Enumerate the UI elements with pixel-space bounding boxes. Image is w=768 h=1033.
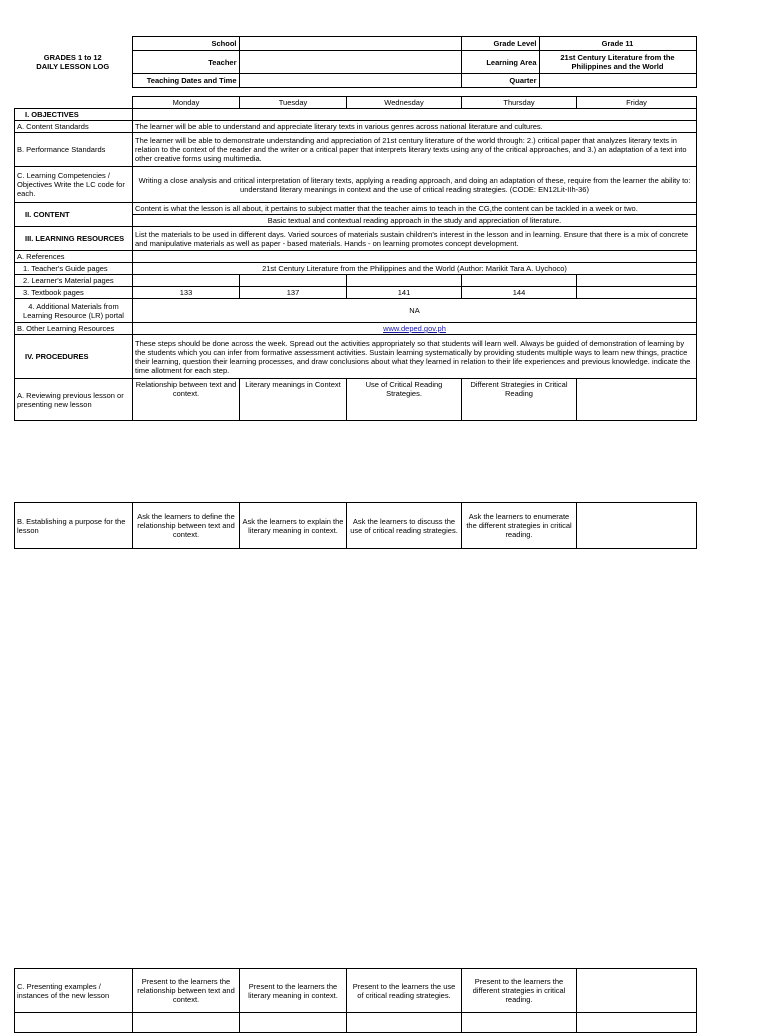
examples-label: C. Presenting examples / instances of the new lesson bbox=[15, 969, 133, 1013]
purpose-table bbox=[14, 502, 697, 549]
content-label: II. CONTENT bbox=[15, 203, 133, 227]
header-table bbox=[14, 36, 697, 88]
review-cell-fri bbox=[577, 379, 697, 421]
competencies-label: C. Learning Competencies / Objectives Write the LC code for each. bbox=[15, 167, 133, 203]
procedures-text: These steps should be done across the week. Spread out the activities appropriately so that students will learn well. Always be guided of demonstration of learning by the students which you can infer from formative assessment activities. Sustain learning systematically by providing students multiple ways to learn new things, practice their learning, question their learning processes, and draw conclusions about what they learned in relation to their life experiences and previous knowledge. indicate the time allotment for each step. bbox=[133, 335, 697, 379]
teacher-label: Teacher bbox=[132, 51, 239, 74]
learning-area-value: 21st Century Literature from the Philippines and the World bbox=[539, 51, 696, 74]
tg-label: 1. Teacher's Guide pages bbox=[15, 263, 133, 275]
review-cell-wed: Use of Critical Reading Strategies. bbox=[347, 379, 462, 421]
dll-title-line2: DAILY LESSON LOG bbox=[36, 62, 110, 71]
days-corner bbox=[15, 97, 133, 109]
performance-standards-text: The learner will be able to demonstrate understanding and appreciation of 21st century literature of the world through: 2.) critical paper that analyzes literary texts in relation to the context of the reader and the writer or a critical paper that interprets literary texts using any of the critical approaches, and 3.) an adaptation of a text into other creative forms using multimedia. bbox=[133, 133, 697, 167]
textbook-page bbox=[577, 287, 697, 299]
next-row-tue bbox=[240, 1013, 347, 1033]
lm-wed bbox=[347, 275, 462, 287]
review-cell-thu: Different Strategies in Critical Reading bbox=[462, 379, 577, 421]
examples-table bbox=[14, 968, 697, 1033]
day-thursday: Thursday bbox=[462, 97, 577, 109]
examples-cell-fri bbox=[577, 969, 697, 1013]
lesson-log-table bbox=[14, 96, 697, 421]
content-standards-text: The learner will be able to understand and appreciate literary texts in various genres across national literature and cultures. bbox=[133, 121, 697, 133]
purpose-label: B. Establishing a purpose for the lesson bbox=[15, 503, 133, 549]
textbook-page: 137 bbox=[240, 287, 347, 299]
purpose-cell-tue: Ask the learners to explain the literary meaning in context. bbox=[240, 503, 347, 549]
school-label: School bbox=[132, 37, 239, 51]
lr-label: 4. Additional Materials from Learning Resource (LR) portal bbox=[15, 299, 133, 323]
textbook-page: 141 bbox=[347, 287, 462, 299]
dates-label: Teaching Dates and Time bbox=[132, 74, 239, 88]
lr-value: NA bbox=[133, 299, 697, 323]
tg-value: 21st Century Literature from the Philippines and the World (Author: Marikit Tara A. Uychoco) bbox=[133, 263, 697, 275]
objectives-blank bbox=[133, 109, 697, 121]
grade-level-value: Grade 11 bbox=[539, 37, 696, 51]
deped-link[interactable]: www.deped.gov.ph bbox=[383, 324, 446, 333]
next-row-mon bbox=[133, 1013, 240, 1033]
next-row-wed bbox=[347, 1013, 462, 1033]
dll-title-line1: GRADES 1 to 12 bbox=[43, 53, 102, 62]
content-standards-label: A. Content Standards bbox=[15, 121, 133, 133]
review-cell-mon: Relationship between text and context. bbox=[133, 379, 240, 421]
day-friday: Friday bbox=[577, 97, 697, 109]
examples-cell-wed: Present to the learners the use of critical reading strategies. bbox=[347, 969, 462, 1013]
other-resources-value bbox=[133, 323, 697, 335]
lm-label: 2. Learner's Material pages bbox=[15, 275, 133, 287]
lm-thu bbox=[462, 275, 577, 287]
performance-standards-label: B. Performance Standards bbox=[15, 133, 133, 167]
learning-area-label: Learning Area bbox=[461, 51, 539, 74]
teacher-value bbox=[239, 51, 461, 74]
lm-mon bbox=[133, 275, 240, 287]
examples-cell-thu: Present to the learners the different strategies in critical reading. bbox=[462, 969, 577, 1013]
examples-cell-tue: Present to the learners the literary meaning in context. bbox=[240, 969, 347, 1013]
purpose-cell-mon: Ask the learners to define the relationship between text and context. bbox=[133, 503, 240, 549]
school-value bbox=[239, 37, 461, 51]
content-text: Basic textual and contextual reading approach in the study and appreciation of literature. bbox=[133, 215, 697, 227]
review-cell-tue: Literary meanings in Context bbox=[240, 379, 347, 421]
textbook-label: 3. Textbook pages bbox=[15, 287, 133, 299]
purpose-cell-wed: Ask the learners to discuss the use of critical reading strategies. bbox=[347, 503, 462, 549]
review-label: A. Reviewing previous lesson or presenting new lesson bbox=[15, 379, 133, 421]
content-note: Content is what the lesson is all about, it pertains to subject matter that the teacher aims to teach in the CG,the content can be tackled in a week or two. bbox=[133, 203, 697, 215]
procedures-label: IV. PROCEDURES bbox=[15, 335, 133, 379]
grade-level-label: Grade Level bbox=[461, 37, 539, 51]
other-resources-label: B. Other Learning Resources bbox=[15, 323, 133, 335]
resources-text: List the materials to be used in different days. Varied sources of materials sustain children's interest in the lesson and in learning. Ensure that there is a mix of concrete and manipulative materials as well as paper - based materials. Hands - on learning promotes concept development. bbox=[133, 227, 697, 251]
purpose-cell-thu: Ask the learners to enumerate the different strategies in critical reading. bbox=[462, 503, 577, 549]
next-row-label bbox=[15, 1013, 133, 1033]
textbook-page: 144 bbox=[462, 287, 577, 299]
purpose-cell-fri bbox=[577, 503, 697, 549]
quarter-label: Quarter bbox=[461, 74, 539, 88]
resources-label: III. LEARNING RESOURCES bbox=[15, 227, 133, 251]
lm-tue bbox=[240, 275, 347, 287]
examples-cell-mon: Present to the learners the relationship between text and context. bbox=[133, 969, 240, 1013]
objectives-heading: I. OBJECTIVES bbox=[15, 109, 133, 121]
day-monday: Monday bbox=[133, 97, 240, 109]
next-row-thu bbox=[462, 1013, 577, 1033]
next-row-fri bbox=[577, 1013, 697, 1033]
references-blank bbox=[133, 251, 697, 263]
quarter-value bbox=[539, 74, 696, 88]
references-label: A. References bbox=[15, 251, 133, 263]
textbook-page: 133 bbox=[133, 287, 240, 299]
lm-fri bbox=[577, 275, 697, 287]
dates-value bbox=[239, 74, 461, 88]
competencies-text: Writing a close analysis and critical interpretation of literary texts, applying a reading approach, and doing an adaptation of these, require from the learner the ability to: understand literary meanings in context and the use of critical reading strategies. (CODE: EN12Lit-IIh-36) bbox=[133, 167, 697, 203]
dll-title bbox=[14, 37, 132, 88]
day-wednesday: Wednesday bbox=[347, 97, 462, 109]
day-tuesday: Tuesday bbox=[240, 97, 347, 109]
